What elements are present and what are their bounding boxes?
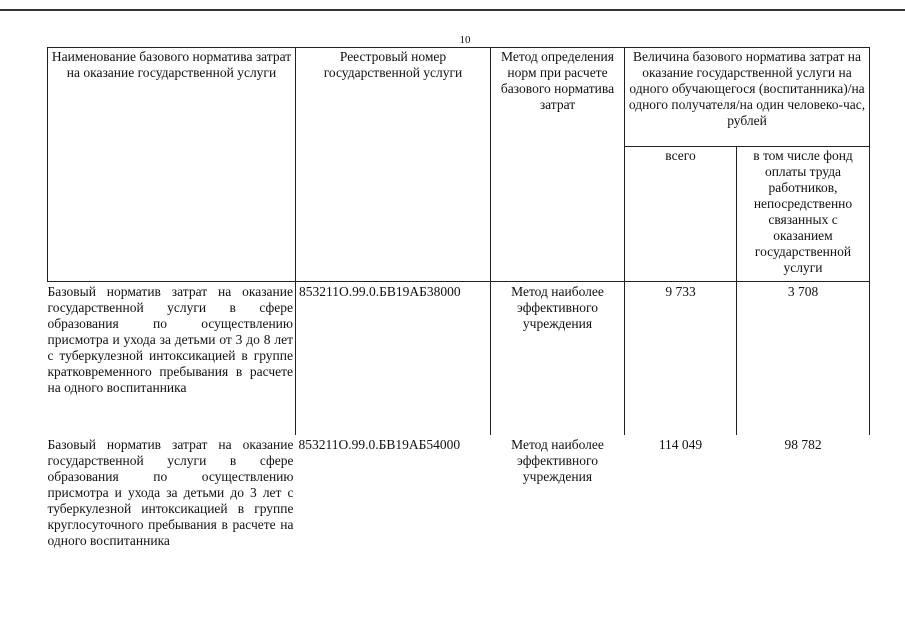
header-name: Наименование базового норматива затрат на оказание государственной услуги — [48, 48, 296, 282]
header-fund: в том числе фонд оплаты труда работников, непосредственно связанных с оказанием государственной услуги — [737, 147, 870, 282]
table-row — [48, 282, 870, 436]
table-row — [48, 435, 870, 558]
row-registry: 853211О.99.0.БВ19АБ38000 — [296, 282, 491, 436]
row-fund: 3 708 — [737, 282, 870, 436]
row-registry: 853211О.99.0.БВ19АБ54000 — [298, 437, 461, 452]
header-total: всего — [625, 147, 737, 282]
page-number: 10 — [459, 34, 471, 46]
header-value: Величина базового норматива затрат на оказание государственной услуги на одного обучающегося (воспитанника)/на одного получателя/на один человеко-час, рублей — [625, 48, 870, 147]
row-method: Метод наиболее эффективного учреждения — [511, 437, 604, 484]
row-fund: 98 782 — [784, 437, 822, 452]
row-name: Базовый норматив затрат на оказание государственной услуги в сфере образования по осуществлению присмотра и ухода за детьми от 3 до 8 лет с туберкулезной интоксикацией в группе кратковременного пребывания в расчете на одного воспитанника — [47, 284, 293, 395]
header-registry: Реестровый номер государственной услуги — [296, 48, 491, 282]
cost-norms-table — [47, 47, 870, 558]
top-rule — [0, 9, 905, 11]
row-name: Базовый норматив затрат на оказание государственной услуги в сфере образования по осуществлению присмотра и ухода за детьми до 3 лет с туберкулезной интоксикацией в группе круглосуточного пребывания в расчете на одного воспитанника — [47, 437, 294, 548]
header-method: Метод определения норм при расчете базового норматива затрат — [491, 48, 625, 282]
row-total: 114 049 — [658, 437, 703, 452]
row-total: 9 733 — [625, 282, 737, 436]
row-method: Метод наиболее эффективного учреждения — [491, 282, 625, 436]
